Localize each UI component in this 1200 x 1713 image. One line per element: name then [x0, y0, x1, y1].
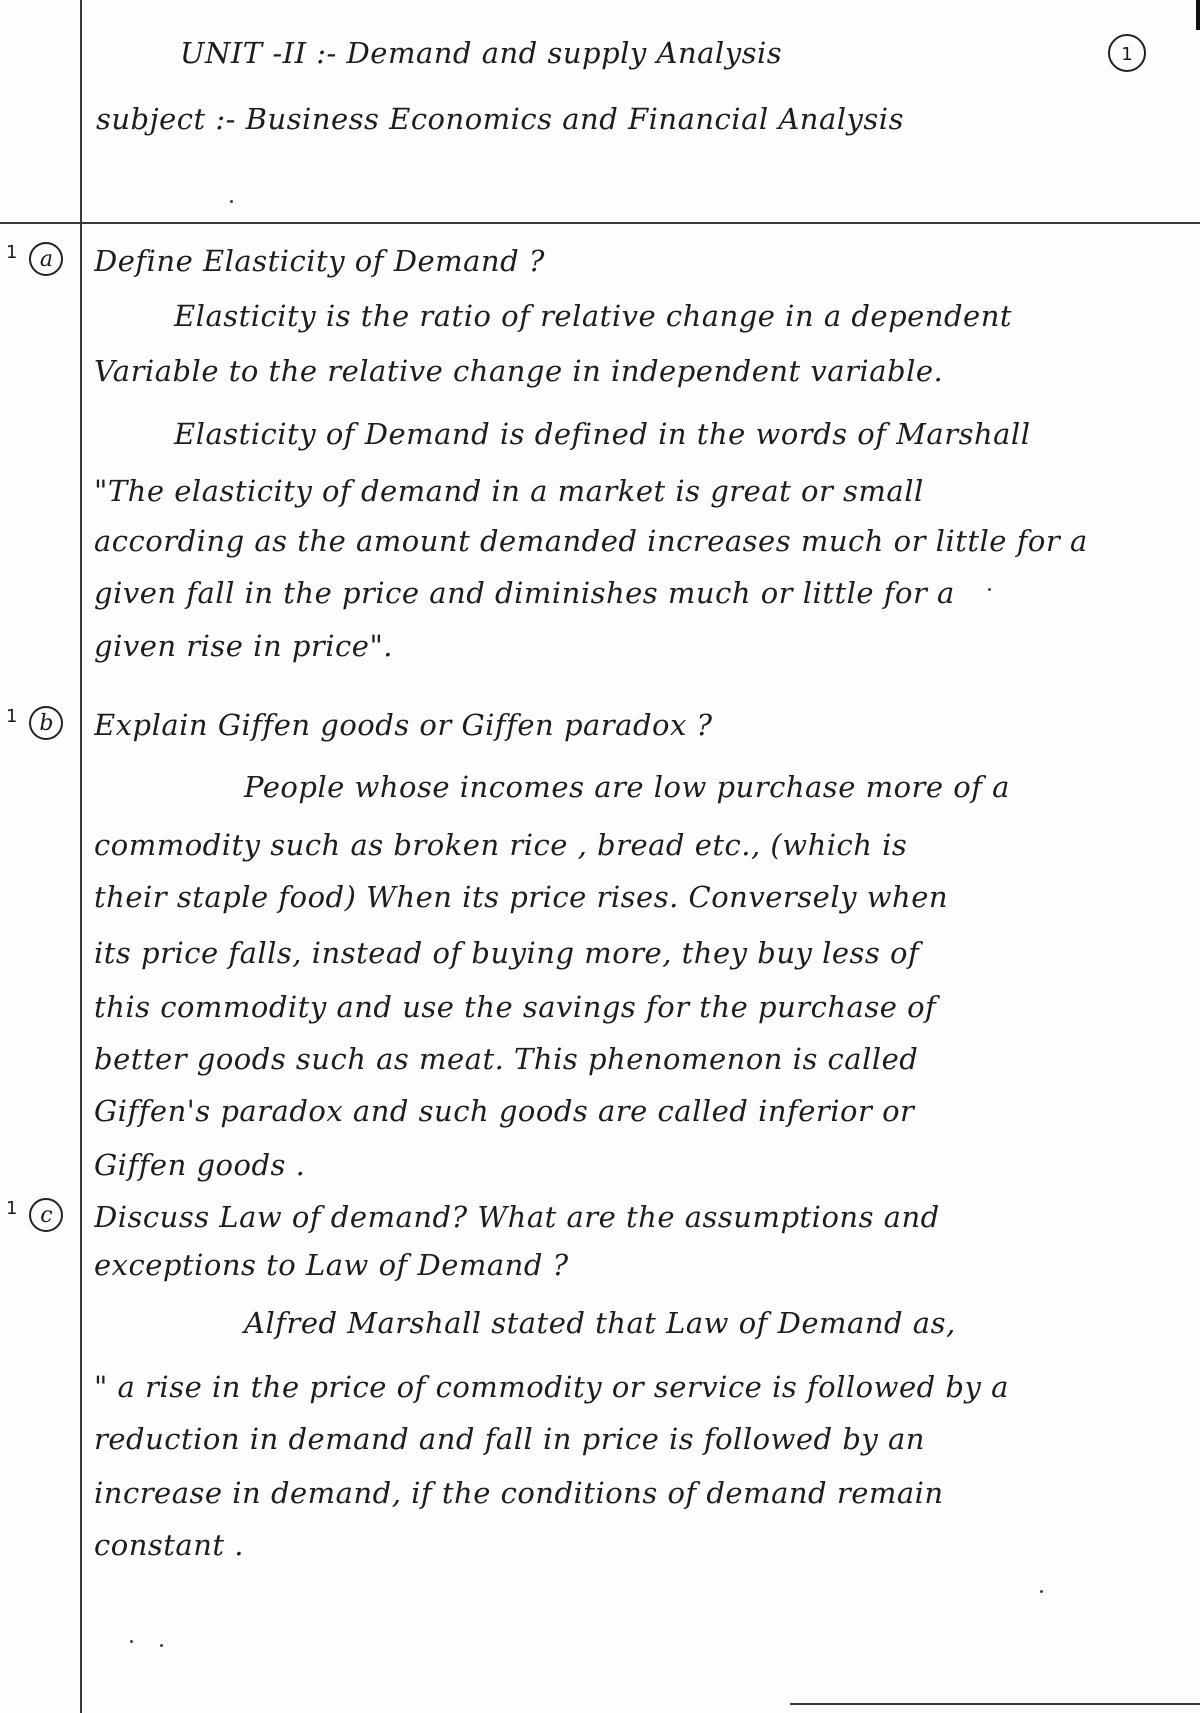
answer-1a-line: given fall in the price and diminishes much or little for a: [94, 576, 955, 610]
question-number: 1: [6, 706, 18, 727]
answer-1c-line: Alfred Marshall stated that Law of Demand as,: [244, 1306, 956, 1340]
question-1b-heading: Explain Giffen goods or Giffen paradox ?: [94, 708, 713, 742]
unit-title: UNIT -II :- Demand and supply Analysis: [180, 36, 783, 70]
pen-dot: [160, 1644, 163, 1647]
margin-line: [80, 0, 82, 1713]
answer-1b-line: People whose incomes are low purchase more of a: [244, 770, 1010, 804]
answer-1b-line: Giffen's paradox and such goods are called inferior or: [94, 1094, 915, 1128]
question-letter: a: [29, 242, 63, 276]
answer-1b-line: better goods such as meat. This phenomenon is called: [94, 1042, 919, 1076]
answer-1b-line: their staple food) When its price rises. Conversely when: [94, 880, 949, 914]
page-edge-mark: [1196, 0, 1200, 30]
question-letter: c: [29, 1198, 63, 1232]
question-1c-heading: Discuss Law of demand? What are the assumptions and: [94, 1200, 940, 1234]
answer-1a-line: Elasticity of Demand is defined in the words of Marshall: [174, 417, 1031, 451]
question-marker-1c: [6, 1198, 80, 1232]
question-1a-heading: Define Elasticity of Demand ?: [94, 244, 545, 278]
question-letter: b: [29, 706, 63, 740]
answer-1b-line: Giffen goods .: [94, 1148, 306, 1182]
question-1c-heading-cont: exceptions to Law of Demand ?: [94, 1248, 569, 1282]
answer-1b-line: its price falls, instead of buying more, they buy less of: [94, 936, 920, 970]
bottom-rule: [790, 1703, 1200, 1705]
pen-dot: [1040, 1590, 1043, 1593]
question-number: 1: [6, 1198, 18, 1219]
pen-dot: [230, 200, 233, 203]
answer-1a-line: Elasticity is the ratio of relative change in a dependent: [174, 299, 1013, 333]
answer-1a-line: "The elasticity of demand in a market is great or small: [94, 474, 924, 508]
subject-line: subject :- Business Economics and Financial Analysis: [96, 102, 904, 136]
answer-1a-line: according as the amount demanded increases much or little for a: [94, 524, 1088, 558]
page-number: 1: [1108, 34, 1146, 72]
answer-1c-line: increase in demand, if the conditions of demand remain: [94, 1476, 944, 1510]
pen-dot: [130, 1640, 133, 1643]
header-divider: [0, 222, 1200, 224]
question-number: 1: [6, 242, 18, 263]
answer-1c-line: " a rise in the price of commodity or service is followed by a: [94, 1370, 1009, 1404]
answer-1b-line: commodity such as broken rice , bread etc., (which is: [94, 828, 908, 862]
question-marker-1a: [6, 242, 80, 276]
answer-1c-line: constant .: [94, 1528, 244, 1562]
question-marker-1b: [6, 706, 80, 740]
pen-dot: [988, 588, 991, 591]
answer-1a-line: Variable to the relative change in independent variable.: [94, 354, 944, 388]
answer-1a-line: given rise in price".: [94, 629, 394, 663]
answer-1b-line: this commodity and use the savings for the purchase of: [94, 990, 937, 1024]
answer-1c-line: reduction in demand and fall in price is followed by an: [94, 1422, 925, 1456]
